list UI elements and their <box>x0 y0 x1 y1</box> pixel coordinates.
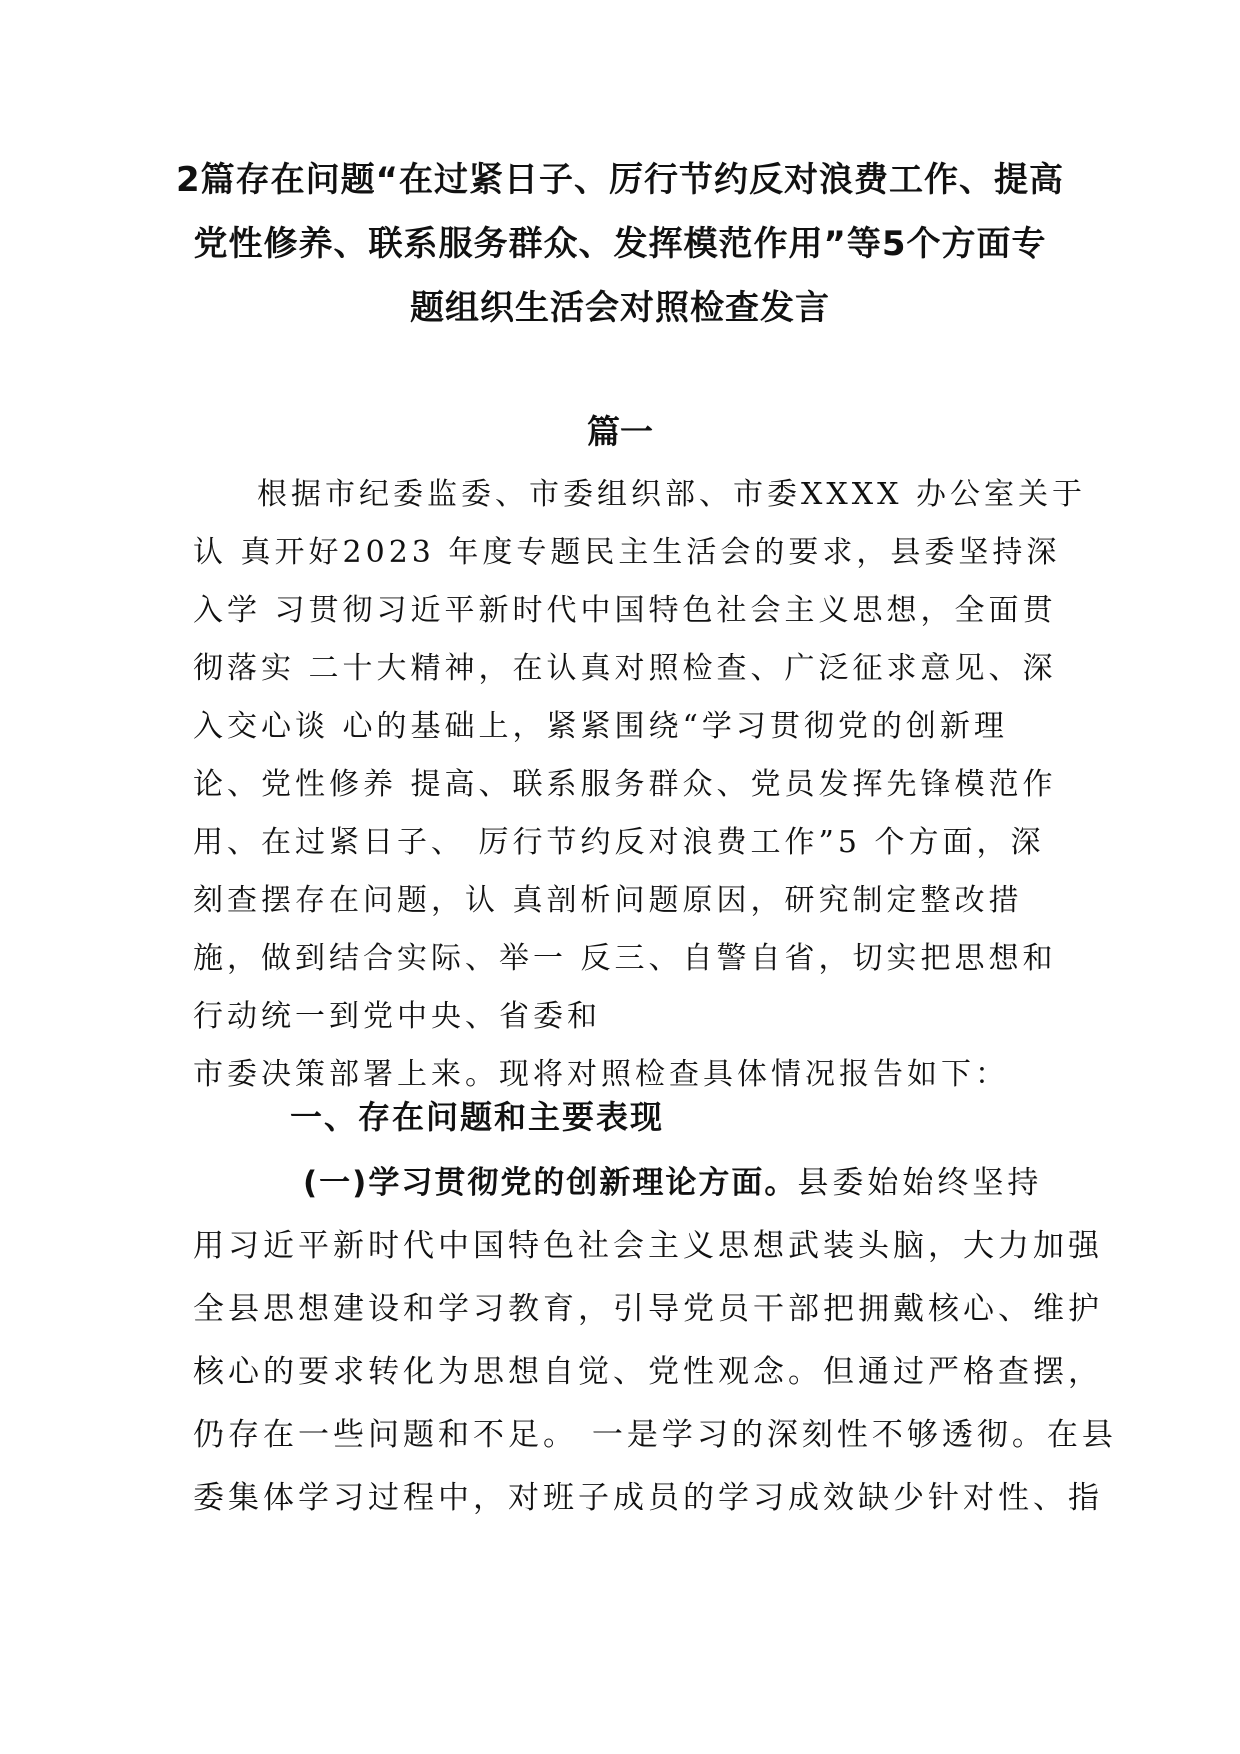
paragraph-line: 核心的要求转化为思想自觉、党性观念。但通过严格查摆， <box>193 1354 1103 1390</box>
paragraph-line: 仍存在一些问题和不足。 一是学习的深刻性不够透彻。在县 <box>193 1417 1117 1453</box>
section-heading: 篇一 <box>587 412 653 451</box>
paragraph-line: 入交心谈 心的基础上，紧紧围绕“学习贯彻党的创新理 <box>193 709 1008 744</box>
paragraph-line: 市委决策部署上来。现将对照检查具体情况报告如下： <box>193 1057 1009 1092</box>
paragraph-line: 用、在过紧日子、 厉行节约反对浪费工作”5 个方面，深 <box>193 825 1045 860</box>
subsection-paragraph <box>193 1152 1117 1530</box>
title-line: 2篇存在问题“在过紧日子、厉行节约反对浪费工作、提高 <box>175 160 1064 200</box>
paragraph-line: 委集体学习过程中，对班子成员的学习成效缺少针对性、指 <box>193 1480 1103 1516</box>
intro-paragraph <box>193 466 1086 1104</box>
paragraph-line: 入学 习贯彻习近平新时代中国特色社会主义思想，全面贯 <box>193 593 1057 628</box>
paragraph-line: 行动统一到党中央、省委和 <box>193 999 601 1034</box>
paragraph-line: 根据市纪委监委、市委组织部、市委XXXX 办公室关于 <box>257 477 1086 512</box>
paragraph-line: 论、党性修养 提高、联系服务群众、党员发挥先锋模范作 <box>193 767 1057 802</box>
title-line: 党性修养、联系服务群众、发挥模范作用”等5个方面专 <box>193 224 1047 264</box>
paragraph-line <box>193 1152 1073 1215</box>
paragraph-text: 县委始始终坚持 <box>797 1165 1043 1201</box>
title-line: 题组织生活会对照检查发言 <box>410 288 830 328</box>
paragraph-line: 施，做到结合实际、举一 反三、自警自省，切实把思想和 <box>193 941 1057 976</box>
document-title <box>150 148 1090 340</box>
paragraph-line: 彻落实 二十大精神，在认真对照检查、广泛征求意见、深 <box>193 651 1057 686</box>
part-heading: 一、存在问题和主要表现 <box>290 1098 665 1136</box>
paragraph-line: 全县思想建设和学习教育，引导党员干部把拥戴核心、维护 <box>193 1291 1103 1327</box>
paragraph-line: 用习近平新时代中国特色社会主义思想武装头脑，大力加强 <box>193 1228 1103 1264</box>
paragraph-line: 认 真开好2023 年度专题民主生活会的要求，县委坚持深 <box>193 535 1061 570</box>
subsection-lead: (一)学习贯彻党的创新理论方面。 <box>303 1165 798 1201</box>
paragraph-line: 刻查摆存在问题，认 真剖析问题原因，研究制定整改措 <box>193 883 1023 918</box>
